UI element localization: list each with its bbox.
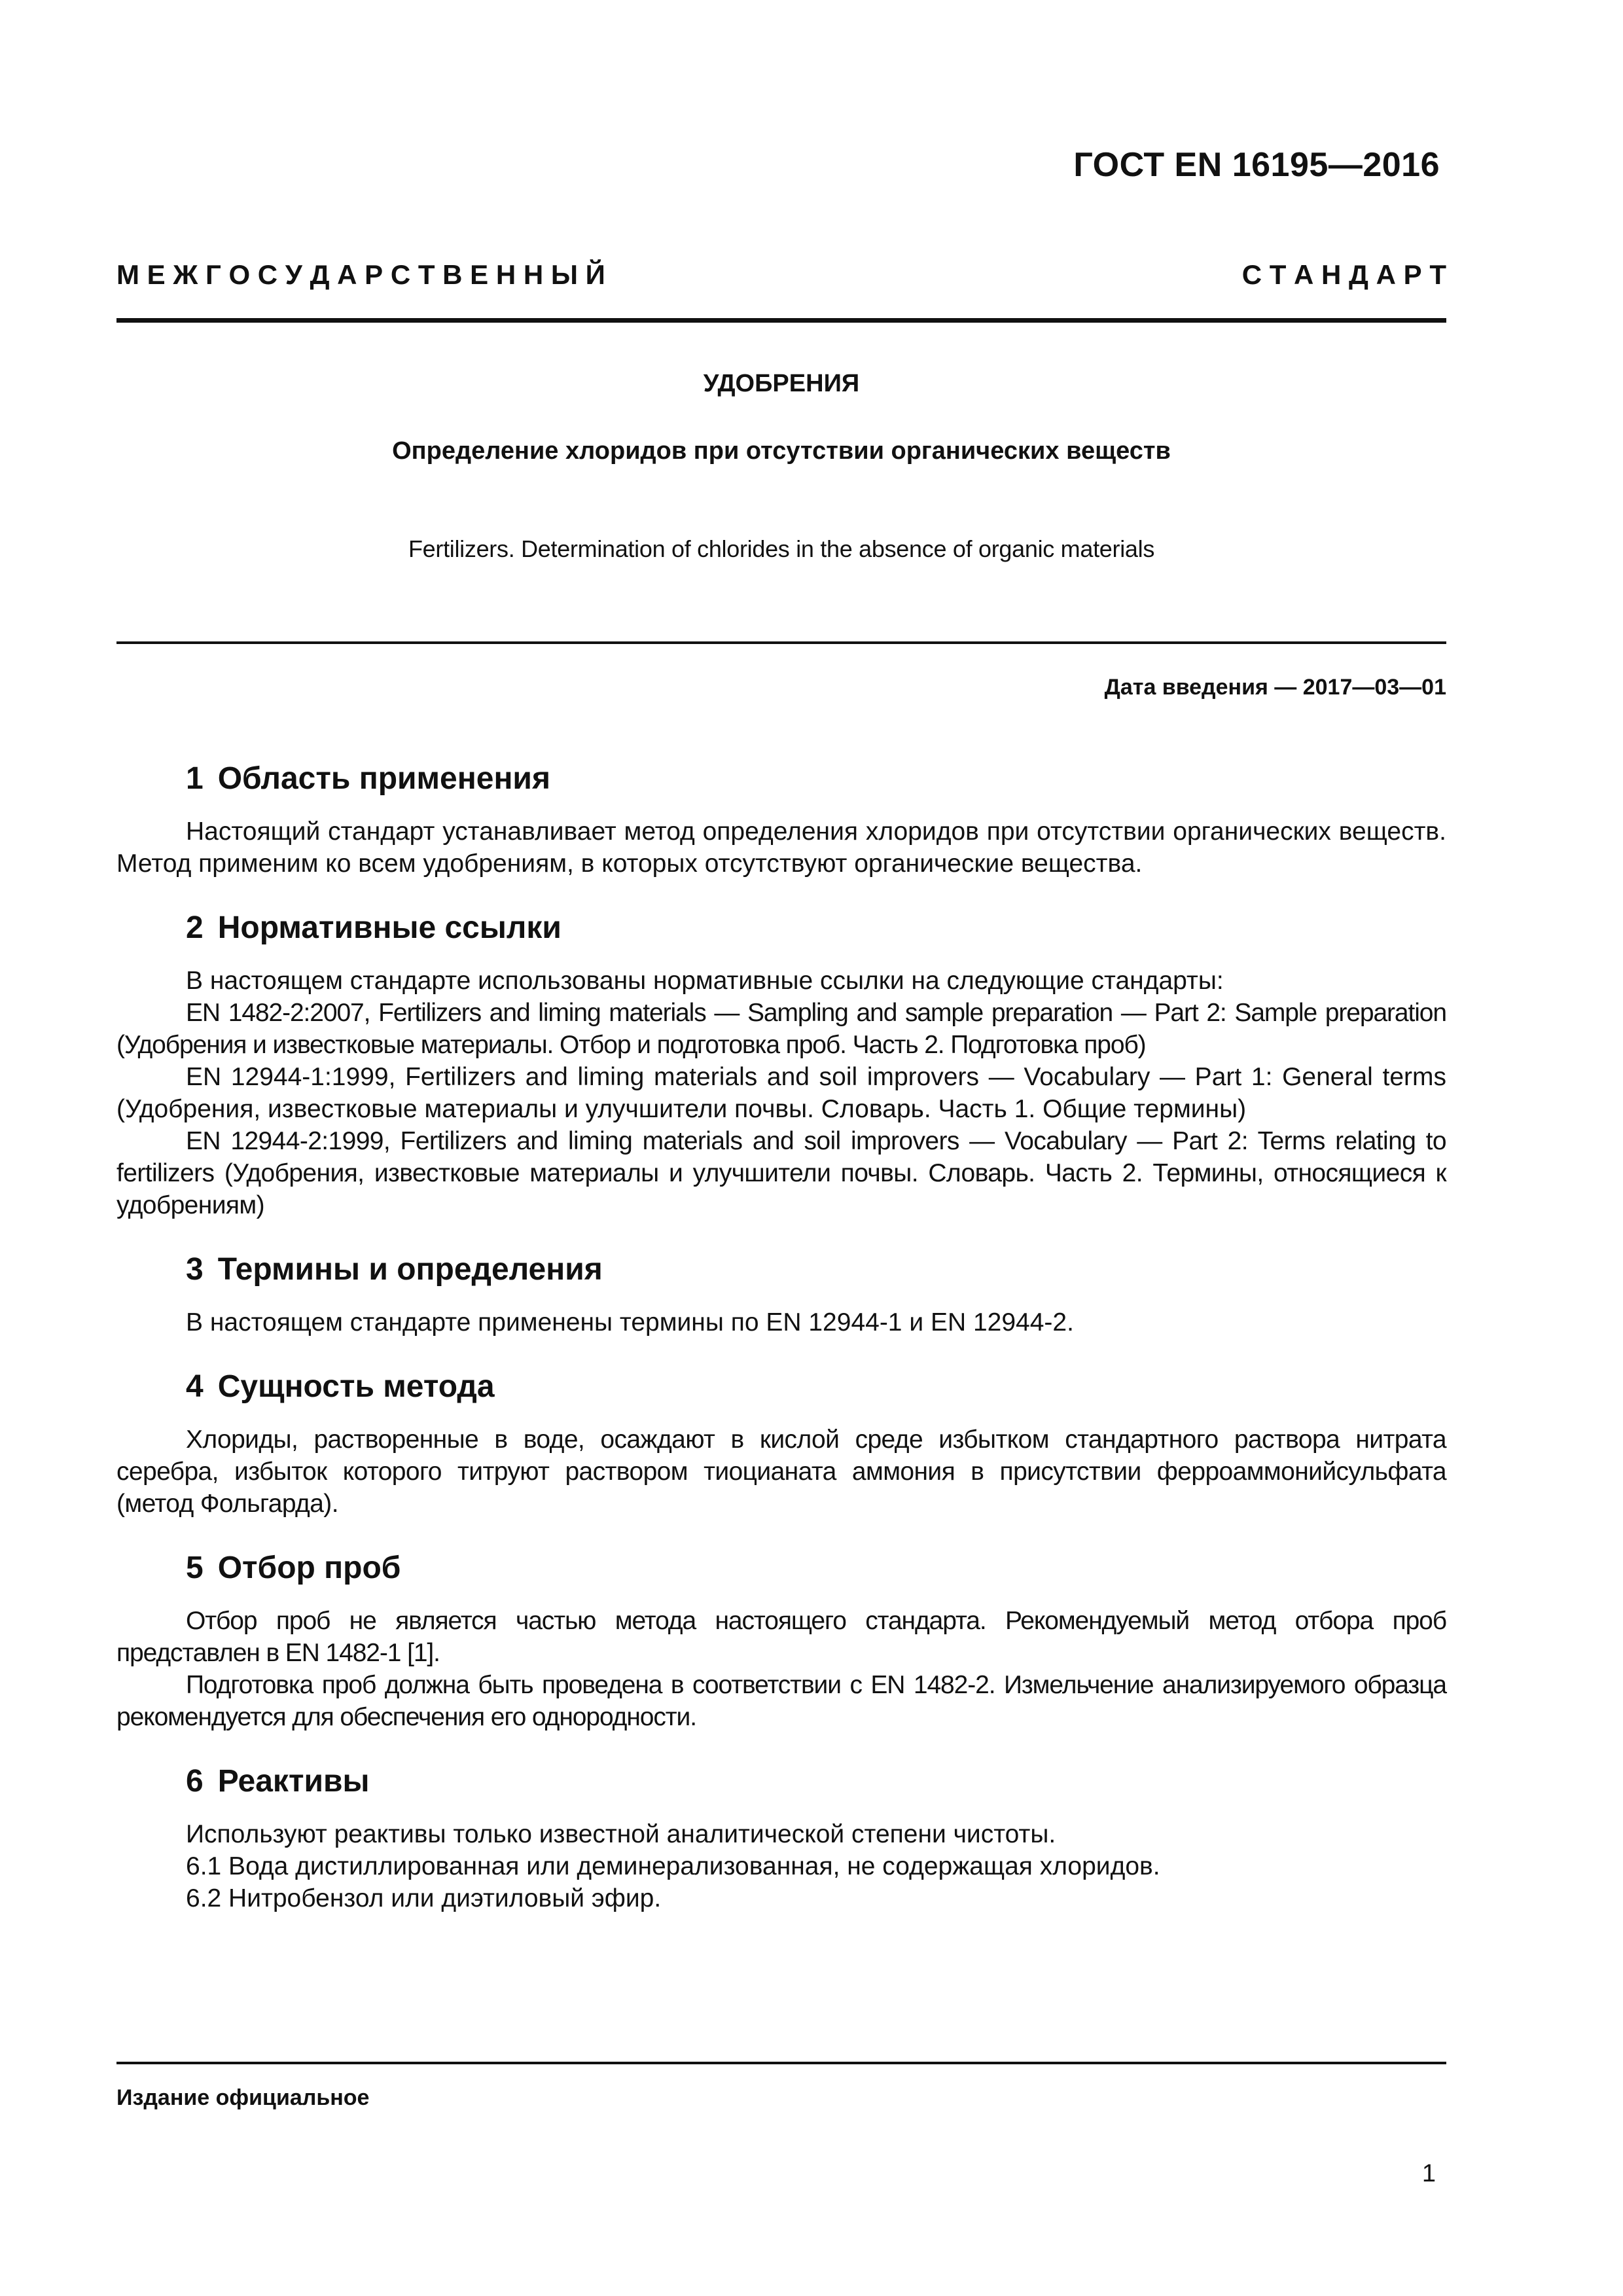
section-heading bbox=[116, 1549, 1446, 1588]
section-title: Нормативные ссылки bbox=[217, 910, 562, 945]
standard-type-left: М Е Ж Г О С У Д А Р С Т В Е Н Н Ы Й bbox=[116, 259, 605, 290]
paragraph: Отбор проб не является частью метода настоящего стандарта. Рекомендуемый метод отбора проб представлен в EN 1482-1 [1]. bbox=[116, 1607, 1446, 1667]
section-title: Реактивы bbox=[217, 1764, 370, 1799]
introduction-date: Дата введения — 2017—03—01 bbox=[1104, 675, 1446, 700]
document-body bbox=[116, 759, 1446, 1914]
paragraph: Используют реактивы только известной аналитической степени чистоты. bbox=[186, 1820, 1056, 1848]
section-title: Область применения bbox=[217, 761, 550, 796]
english-title: Fertilizers. Determination of chlorides in the absence of organic materials bbox=[408, 535, 1155, 562]
reference-item: EN 1482-2:2007, Fertilizers and liming materials — Sampling and sample preparation — Part 2: Sample preparation (Удобрения и известковые материалы. Отбор и подготовка проб. Часть 2. Подготовка проб) bbox=[116, 999, 1446, 1059]
section-number: 5 bbox=[186, 1551, 204, 1585]
section-reagents bbox=[116, 1762, 1446, 1914]
section-heading bbox=[116, 1250, 1446, 1289]
footer-rule bbox=[116, 2062, 1446, 2064]
page-number: 1 bbox=[1421, 2160, 1436, 2187]
document-title: УДОБРЕНИЯ bbox=[703, 370, 860, 397]
section-number: 2 bbox=[186, 910, 204, 945]
paragraph: Подготовка проб должна быть проведена в соответствии с EN 1482-2. Измельчение анализируемого образца рекомендуется для обеспечения его однородности. bbox=[116, 1671, 1446, 1731]
paragraph: Хлориды, растворенные в воде, осаждают в кислой среде избытком стандартного раствора нитрата серебра, избыток которого титруют раствором тиоцианата аммония в присутствии ферроаммонийсульфата (метод Фольгарда). bbox=[116, 1426, 1446, 1518]
section-number: 1 bbox=[186, 761, 204, 796]
reagent-item: 6.1 Вода дистиллированная или деминерализованная, не содержащая хлоридов. bbox=[186, 1852, 1160, 1880]
section-heading bbox=[116, 1762, 1446, 1801]
header-rule bbox=[116, 318, 1446, 323]
standard-type-right: С Т А Н Д А Р Т bbox=[1241, 259, 1446, 290]
section-method-principle bbox=[116, 1367, 1446, 1520]
paragraph: Настоящий стандарт устанавливает метод определения хлоридов при отсутствии органических веществ. Метод применим ко всем удобрениям, в которых отсутствуют органические вещества. bbox=[116, 817, 1446, 878]
section-normative-references bbox=[116, 908, 1446, 1221]
title-rule bbox=[116, 641, 1446, 644]
document-subtitle: Определение хлоридов при отсутствии органических веществ bbox=[392, 437, 1171, 465]
paragraph: В настоящем стандарте использованы нормативные ссылки на следующие стандарты: bbox=[186, 967, 1224, 995]
section-sampling bbox=[116, 1549, 1446, 1733]
section-heading bbox=[116, 908, 1446, 948]
section-heading bbox=[116, 759, 1446, 798]
section-number: 6 bbox=[186, 1764, 204, 1799]
reagent-item: 6.2 Нитробензол или диэтиловый эфир. bbox=[186, 1884, 662, 1912]
reference-item: EN 12944-2:1999, Fertilizers and liming materials and soil improvers — Vocabulary — Part 2: Terms relating to fertilizers (Удобрения, известковые материалы и улучшители почвы. Словарь. Часть 2. Термины, относящиеся к удобрениям) bbox=[116, 1127, 1446, 1219]
section-heading bbox=[116, 1367, 1446, 1407]
section-number: 4 bbox=[186, 1369, 204, 1404]
section-title: Термины и определения bbox=[217, 1252, 603, 1287]
standard-type-line bbox=[116, 259, 1446, 291]
paragraph: В настоящем стандарте применены термины по EN 12944-1 и EN 12944-2. bbox=[186, 1308, 1074, 1336]
reference-item: EN 12944-1:1999, Fertilizers and liming materials and soil improvers — Vocabulary — Part 1: General terms (Удобрения, известковые материалы и улучшители почвы. Словарь. Часть 1. Общие термины) bbox=[116, 1063, 1446, 1123]
section-title: Сущность метода bbox=[217, 1369, 495, 1404]
section-scope bbox=[116, 759, 1446, 880]
document-code: ГОСТ EN 16195—2016 bbox=[1073, 146, 1440, 184]
section-terms bbox=[116, 1250, 1446, 1338]
section-title: Отбор проб bbox=[217, 1551, 401, 1585]
section-number: 3 bbox=[186, 1252, 204, 1287]
official-edition-label: Издание официальное bbox=[116, 2085, 370, 2110]
